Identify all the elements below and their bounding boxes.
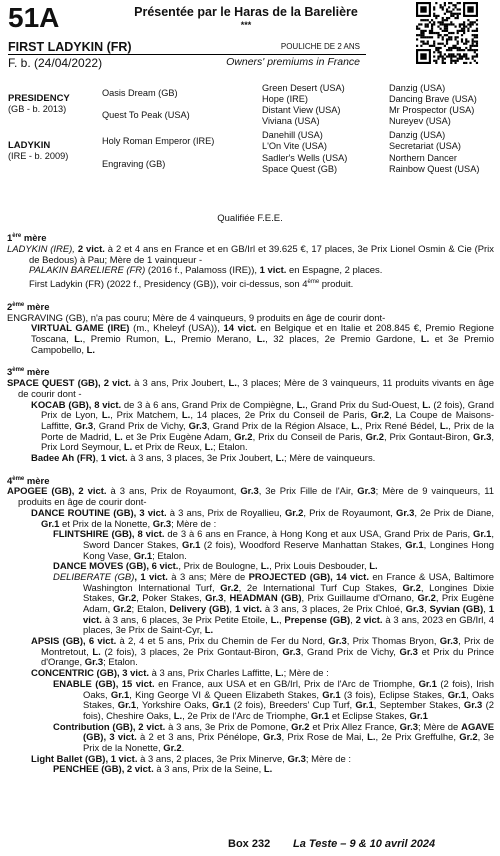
produce-first-ladykin: First Ladykin (FR) (2022 f., Presidency (GB)), voir ci-dessus, son 4ème produit.: [29, 278, 354, 291]
produce-apsis: APSIS (GB), 6 vict. à 2, 4 et 5 ans, Prix du Chemin de Fer du Nord, Gr.3, Prix Thomas Bryon, Gr.3, Prix de Montretout, L. (2 fois), 3 places, 2e Prix Gontaut-Biron, Gr.3, Grand Prix de Vichy, Gr.3 et Prix du Prince d'Orange, Gr.3; Etalon.: [31, 636, 495, 669]
gen4-1: Danzig (USA): [389, 83, 446, 93]
gen4-6: Secretariat (USA): [389, 141, 461, 151]
gen4-5: Danzig (USA): [389, 130, 446, 140]
gen3-6: L'On Vite (USA): [262, 141, 327, 151]
produce-virtual-game: VIRTUAL GAME (IRE) (m., Kheleyf (USA)), 14 vict. en Belgique et en Italie et 208.845 €, Premio Regione Toscana, L., Premio Rumon, L., Premio Merano, L., 32 places, 2e Premio Gardone, L. et 3e Premio Campobello, L.: [31, 323, 495, 356]
produce-palakin: PALAKIN BARELIERE (FR) (2016 f., Palamoss (IRE)), 1 vict. en Espagne, 2 places.: [29, 265, 383, 277]
sex-age-label: POULICHE DE 2 ANS: [280, 42, 360, 51]
produce-badee-ah: Badee Ah (FR), 1 vict. à 3 ans, 3 places, 3e Prix Joubert, L.; Mère de vainqueurs.: [31, 452, 376, 464]
gen3-4: Viviana (USA): [262, 116, 320, 126]
header-divider: [8, 54, 366, 55]
qualifiee-label: Qualifiée F.E.E.: [217, 213, 283, 224]
gen3-2: Hope (IRE): [262, 94, 308, 104]
gen2-3: Holy Roman Emperor (IRE): [102, 136, 215, 146]
gen3-5: Danehill (USA): [262, 130, 323, 140]
dam-3-record: SPACE QUEST (GB), 2 vict. à 3 ans, Prix Joubert, L., 3 places; Mère de 3 vainqueurs, 11 produits vivants en âge de courir dont -: [7, 378, 494, 400]
dam-1-record: LADYKIN (IRE), 2 vict. à 2 et 4 ans en France et en GB/Irl et 39.625 €, 17 places, 3e Prix Lionel Osmin & Cie (Prix de Bedous) à Pau; Mère de 1 vainqueur -: [7, 243, 494, 266]
produce-record: [7, 227, 494, 776]
gen2-1: Oasis Dream (GB): [102, 88, 178, 98]
gen4-7: Northern Dancer: [389, 153, 457, 163]
produce-dance-routine: DANCE ROUTINE (GB), 3 vict. à 3 ans, Prix de Royallieu, Gr.2, Prix de Royaumont, Gr.3, 2e Prix de Diane, Gr.1 et Prix de la Nonette, Gr.3; Mère de :: [31, 507, 495, 530]
gen4-4: Nureyev (USA): [389, 116, 451, 126]
produce-penchee: PENCHEE (GB), 2 vict. à 3 ans, Prix de la Seine, L.: [53, 764, 273, 776]
qr-code-icon[interactable]: [400, 2, 494, 64]
gen2-2: Quest To Peak (USA): [102, 110, 190, 120]
dam-info: (IRE - b. 2009): [8, 151, 69, 161]
dam-2-record: ENGRAVING (GB), n'a pas couru; Mère de 4 vainqueurs, 9 produits en âge de courir dont-: [7, 312, 386, 324]
gen3-8: Space Quest (GB): [262, 164, 338, 174]
produce-flintshire: FLINTSHIRE (GB), 8 vict. de 3 à 6 ans en France, à Hong Kong et aux USA, Grand Prix de Paris, Gr.1, Sword Dancer Stakes, Gr.1 (2 fois), Woodford Reserve Manhattan Stakes, Gr.1, Longines Hong Kong Vase, Gr.1; Etalon.: [53, 529, 494, 562]
gen3-1: Green Desert (USA): [262, 83, 345, 93]
gen3-3: Distant View (USA): [262, 105, 341, 115]
gen4-3: Mr Prospector (USA): [389, 105, 475, 115]
consignor-stars: ***: [240, 20, 252, 30]
gen4-8: Rainbow Quest (USA): [389, 164, 480, 174]
horse-sex-birth: F. b. (24/04/2022): [8, 56, 103, 70]
owners-premiums: Owners' premiums in France: [226, 56, 360, 68]
produce-dance-moves: DANCE MOVES (GB), 6 vict., Prix de Boulogne, L., Prix Louis Desbouder, L.: [53, 561, 378, 573]
section-heading-1: 1ère mère: [7, 233, 47, 245]
sire-info: (GB - b. 2013): [8, 104, 67, 114]
dam-4-record: APOGEE (GB), 2 vict. à 3 ans, Prix de Royaumont, Gr.3, 3e Prix Fille de l'Air, Gr.3; Mère de 9 vainqueurs, 11 produits en âge de courir dont-: [7, 486, 494, 509]
box-number: Box 232: [228, 838, 271, 850]
section-heading-4: 4ème mère: [7, 475, 50, 487]
produce-deliberate: DELIBERATE (GB), 1 vict. à 3 ans; Mère de PROJECTED (GB), 14 vict. en France & USA, Baltimore Washington International Turf, Gr.2, 2e International Turf Cup Stakes, Gr.2, Longines Dixie Stakes, Gr.2, Poker Stakes, Gr.3, HEADMAN (GB), Prix Guillaume d'Ornano, Gr.2, Prix Eugène Adam, Gr.2; Etalon, Delivery (GB), 1 vict. à 3 ans, 3 places, 2e Prix Chloé, Gr.3, Syvian (GB), 1 vict. à 3 ans, 6 places, 3e Prix Petite Etoile, L., Prepense (GB), 2 vict. à 3 ans, 2023 en GB/Irl, 4 places, 3e Prix de Saint-Cyr, L.: [53, 571, 495, 637]
sale-venue-dates: La Teste – 9 & 10 avril 2024: [293, 838, 436, 850]
dam-name: LADYKIN: [8, 140, 51, 151]
produce-kocab: KOCAB (GB), 8 vict. de 3 à 6 ans, Grand Prix de Compiègne, L., Grand Prix du Sud-Ouest, L. (2 fois), Grand Prix de Lyon, L., Prix Matchem, L., 14 places, 2e Prix du Conseil de Paris, Gr.2, La Coupe de Maisons-Laffitte, Gr.3, Grand Prix de Vichy, Gr.3, Grand Prix de la Région Alsace, L., Prix René Bédel, L., Prix de la Porte de Madrid, L. et 3e Prix Eugène Adam, Gr.2, Prix du Conseil de Paris, Gr.2, Prix Gontaut-Biron, Gr.3, Prix Lord Seymour, L. et Prix de Reux, L.; Etalon.: [31, 399, 495, 454]
section-heading-3: 3ème mère: [7, 367, 50, 379]
produce-concentric: CONCENTRIC (GB), 3 vict. à 3 ans, Prix Charles Laffitte, L.; Mère de :: [31, 668, 329, 680]
produce-contribution: Contribution (GB), 2 vict. à 3 ans, 3e Prix de Pomone, Gr.2 et Prix Allez France, Gr.3; Mère de AGAVE (GB), 3 vict. à 2 et 3 ans, Prix Pénélope, Gr.3, Prix Rose de Mai, L., 2e Prix Greffulhe, Gr.2, 3e Prix de la Nonette, Gr.2.: [53, 721, 494, 754]
sire-name: PRESIDENCY: [8, 93, 70, 104]
gen4-2: Dancing Brave (USA): [389, 94, 477, 104]
gen3-7: Sadler's Wells (USA): [262, 153, 348, 163]
produce-enable: ENABLE (GB), 15 vict. en France, aux USA et en GB/Irl, Prix de l'Arc de Triomphe, Gr.1 (2 fois), Irish Oaks, Gr.1, King George VI & Queen Elizabeth Stakes, Gr.1 (3 fois), Eclipse Stakes, Gr.1, Oaks Stakes, Gr.1, Yorkshire Oaks, Gr.1 (2 fois), Breeders' Cup Turf, Gr.1, September Stakes, Gr.3 (2 fois), Cheshire Oaks, L., 2e Prix de l'Arc de Triomphe, Gr.1 et Eclipse Stakes, Gr.1: [53, 678, 494, 722]
horse-name: FIRST LADYKIN (FR): [8, 40, 132, 54]
gen2-4: Engraving (GB): [102, 159, 166, 169]
consignor-line: Présentée par le Haras de la Barelière: [134, 5, 358, 19]
section-heading-2: 2ème mère: [7, 301, 50, 313]
produce-light-ballet: Light Ballet (GB), 1 vict. à 3 ans, 2 places, 3e Prix Minerve, Gr.3; Mère de :: [31, 753, 351, 765]
lot-number: 51A: [8, 2, 60, 33]
